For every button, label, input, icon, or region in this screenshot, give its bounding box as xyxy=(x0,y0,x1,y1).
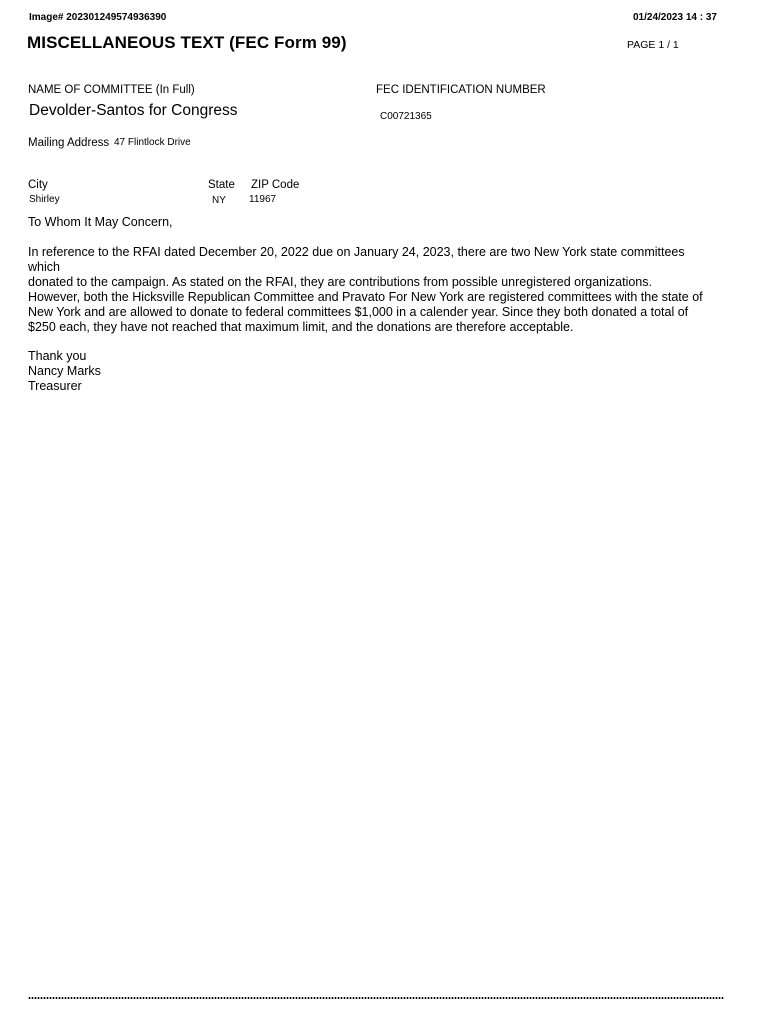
fec-id: C00721365 xyxy=(380,111,432,122)
fec-id-label: FEC IDENTIFICATION NUMBER xyxy=(376,84,546,96)
state: NY xyxy=(212,195,226,206)
mailing-address-label: Mailing Address xyxy=(28,137,110,149)
signer-name: Nancy Marks xyxy=(28,364,101,378)
zip: 11967 xyxy=(249,194,277,205)
letter-line: New York and are allowed to donate to federal committees $1,000 in a calender year. Since they both donated a total of xyxy=(28,305,689,319)
city-label: City xyxy=(28,179,48,191)
letter-line: However, both the Hicksville Republican Committee and Pravato For New York are registered committees with the state of xyxy=(28,290,703,304)
closing-block xyxy=(28,349,728,394)
signer-title: Treasurer xyxy=(28,379,82,393)
zip-label: ZIP Code xyxy=(251,179,300,191)
letter-body xyxy=(28,245,728,335)
closing: Thank you xyxy=(28,349,87,363)
committee-name: Devolder-Santos for Congress xyxy=(29,102,238,119)
letter-line: In reference to the RFAI dated December 20, 2022 due on January 24, 2023, there are two New York state committees xyxy=(28,245,685,259)
page-number: PAGE 1 / 1 xyxy=(627,39,679,51)
timestamp: 01/24/2023 14 : 37 xyxy=(633,12,717,23)
letter-line: which xyxy=(28,260,60,274)
committee-name-label: NAME OF COMMITTEE (In Full) xyxy=(28,84,195,96)
city: Shirley xyxy=(29,194,60,205)
mailing-address: 47 Flintlock Drive xyxy=(114,137,191,148)
salutation: To Whom It May Concern, xyxy=(28,215,173,229)
state-label: State xyxy=(208,179,235,191)
form-title: MISCELLANEOUS TEXT (FEC Form 99) xyxy=(27,33,347,52)
letter-line: $250 each, they have not reached that maximum limit, and the donations are therefore acceptable. xyxy=(28,320,574,334)
image-number: Image# 202301249574936390 xyxy=(29,12,167,23)
footer-dotted-rule xyxy=(28,996,724,1000)
letter-line: donated to the campaign. As stated on the RFAI, they are contributions from possible unregistered organizations. xyxy=(28,275,652,289)
